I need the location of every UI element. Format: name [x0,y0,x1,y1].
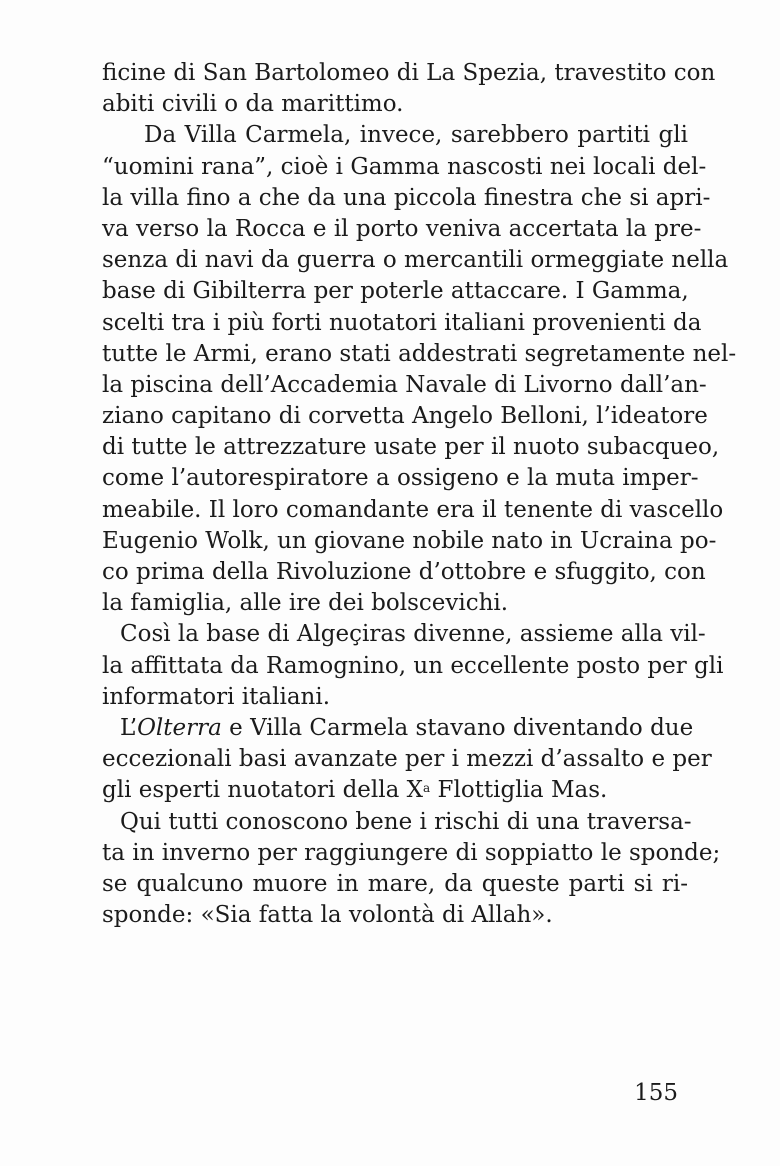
text-line: se qualcuno muore in mare, da queste parti si ri- [102,870,688,897]
text-line: la affittata da Ramognino, un eccellente posto per gli [102,652,724,679]
text-fragment: e Villa Carmela stavano diventando due [221,714,694,741]
text-line: come l’autorespiratore a ossigeno e la muta imper- [102,465,699,492]
text-line: informatori italiani. [102,683,331,710]
text-line: la villa fino a che da una piccola finestra che si apri- [102,184,711,211]
text-fragment: L’ [120,714,138,741]
text-fragment: gli esperti nuotatori della X [102,777,424,804]
text-line: abiti civili o da marittimo. [102,91,404,118]
text-line: meabile. Il loro comandante era il tenente di vascello [102,496,724,523]
text-line: ziano capitano di corvetta Angelo Belloni, l’ideatore [102,403,708,430]
page-number: 155 [634,1080,678,1106]
text-line: ficine di San Bartolomeo di La Spezia, travestito con [102,60,716,86]
text-line: la piscina dell’Accademia Navale di Livorno dall’an- [102,371,707,398]
text-line: la famiglia, alle ire dei bolscevichi. [102,590,509,617]
text-line: co prima della Rivoluzione d’ottobre e sfuggito, con [102,559,706,585]
text-line: scelti tra i più forti nuotatori italiani provenienti da [102,309,702,336]
text-line: tutte le Armi, erano stati addestrati segretamente nel- [102,340,737,367]
text-line [102,775,688,806]
text-line: di tutte le attrezzature usate per il nuoto subacqueo, [102,434,720,461]
text-line: va verso la Rocca e il porto veniva accertata la pre- [102,215,702,242]
paragraph-start-line [102,713,694,744]
text-line: ta in inverno per raggiungere di soppiatto le sponde; [102,839,721,866]
paragraph-start-line: Così la base di Algeçiras divenne, assieme alla vil- [120,621,706,648]
text-line: eccezionali basi avanzate per i mezzi d’assalto e per [102,746,712,773]
text-fragment: Flottiglia Mas. [430,777,608,804]
text-line: base di Gibilterra per poterle attaccare. I Gamma, [102,278,689,305]
text-line: Eugenio Wolk, un giovane nobile nato in Ucraina po- [102,527,717,554]
superscript: a [423,781,431,796]
text-line: senza di navi da guerra o mercantili ormeggiate nella [102,247,729,274]
paragraph-start-line: Da Villa Carmela, invece, sarebbero partiti gli [144,122,688,149]
text-line: “uomini rana”, cioè i Gamma nascosti nei locali del- [102,153,707,180]
text-line: sponde: «Sia fatta la volontà di Allah». [102,902,553,929]
body-text [102,58,737,931]
ship-name-italic: Olterra [137,714,222,741]
paragraph-start-line: Qui tutti conoscono bene i rischi di una traversa- [120,808,692,835]
